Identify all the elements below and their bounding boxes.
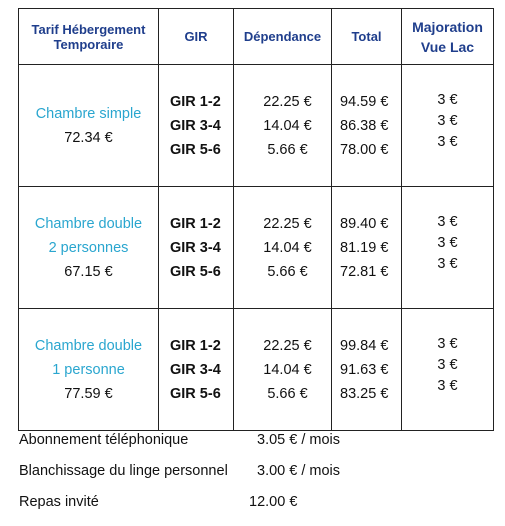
dependance-amount: 5.66 € <box>267 385 308 402</box>
majoration-amount: 3 € <box>437 378 458 394</box>
dependance-amount: 14.04 € <box>263 361 312 378</box>
dependance-amount: 14.04 € <box>263 239 312 256</box>
header-gir: GIR <box>159 9 234 65</box>
table-row <box>19 309 494 431</box>
gir-level: GIR 5-6 <box>170 263 221 280</box>
total-amount: 72.81 € <box>340 263 389 280</box>
total-amount-cell <box>332 187 402 309</box>
dependance-amount: 22.25 € <box>263 93 312 110</box>
extra-value: 12.00 € <box>249 494 298 510</box>
gir-level: GIR 3-4 <box>170 239 221 256</box>
total-amount: 89.40 € <box>340 215 389 232</box>
total-amount-cell <box>332 65 402 187</box>
total-amount: 99.84 € <box>340 337 389 354</box>
room-type-cell <box>19 187 159 309</box>
majoration-amount: 3 € <box>437 134 458 150</box>
total-amount: 78.00 € <box>340 141 389 158</box>
room-type-name: Chambre simple <box>35 105 142 122</box>
total-amount: 91.63 € <box>340 361 389 378</box>
majoration-amount: 3 € <box>437 92 458 108</box>
extra-value: 3.05 € / mois <box>257 432 341 448</box>
majoration-cell <box>402 65 494 187</box>
dependance-amount: 14.04 € <box>263 117 312 134</box>
total-amount-cell <box>332 309 402 431</box>
gir-level: GIR 3-4 <box>170 361 221 378</box>
majoration-amount: 3 € <box>437 336 458 352</box>
table-row <box>19 187 494 309</box>
gir-level-cell <box>159 309 234 431</box>
room-type-name: Chambre double <box>34 337 143 354</box>
dependance-amount: 22.25 € <box>263 215 312 232</box>
gir-level: GIR 1-2 <box>170 215 221 232</box>
room-type-name: Chambre double <box>34 215 143 232</box>
room-type-name: 2 personnes <box>48 239 129 256</box>
majoration-amount: 3 € <box>437 214 458 230</box>
majoration-amount: 3 € <box>437 357 458 373</box>
header-majoration: Majoration Vue Lac <box>402 9 494 65</box>
gir-level: GIR 1-2 <box>170 93 221 110</box>
header-total: Total <box>332 9 402 65</box>
room-price: 72.34 € <box>64 129 113 146</box>
extra-label: Abonnement téléphonique <box>19 432 189 448</box>
majoration-cell <box>402 309 494 431</box>
majoration-amount: 3 € <box>437 235 458 251</box>
dependance-amount-cell <box>234 309 332 431</box>
gir-level: GIR 1-2 <box>170 337 221 354</box>
extra-label: Repas invité <box>19 494 99 510</box>
dependance-amount: 5.66 € <box>267 263 308 280</box>
gir-level: GIR 3-4 <box>170 117 221 134</box>
gir-level: GIR 5-6 <box>170 141 221 158</box>
room-type-name: 1 personne <box>52 361 125 378</box>
room-price: 77.59 € <box>64 385 113 402</box>
dependance-amount-cell <box>234 65 332 187</box>
majoration-amount: 3 € <box>437 256 458 272</box>
room-type-cell <box>19 309 159 431</box>
total-amount: 86.38 € <box>340 117 389 134</box>
majoration-cell <box>402 187 494 309</box>
dependance-amount-cell <box>234 187 332 309</box>
room-type-cell <box>19 65 159 187</box>
tarif-table <box>18 8 494 431</box>
table-row <box>19 65 494 187</box>
table-header-row <box>19 9 494 65</box>
room-price: 67.15 € <box>64 263 113 280</box>
extra-value: 3.00 € / mois <box>257 463 341 479</box>
total-amount: 81.19 € <box>340 239 389 256</box>
gir-level-cell <box>159 65 234 187</box>
majoration-amount: 3 € <box>437 113 458 129</box>
header-dependance: Dépendance <box>234 9 332 65</box>
dependance-amount: 22.25 € <box>263 337 312 354</box>
total-amount: 83.25 € <box>340 385 389 402</box>
gir-level: GIR 5-6 <box>170 385 221 402</box>
dependance-amount: 5.66 € <box>267 141 308 158</box>
total-amount: 94.59 € <box>340 93 389 110</box>
gir-level-cell <box>159 187 234 309</box>
extra-label: Blanchissage du linge personnel <box>19 463 228 479</box>
header-tarif: Tarif Hébergement Temporaire <box>19 9 159 65</box>
